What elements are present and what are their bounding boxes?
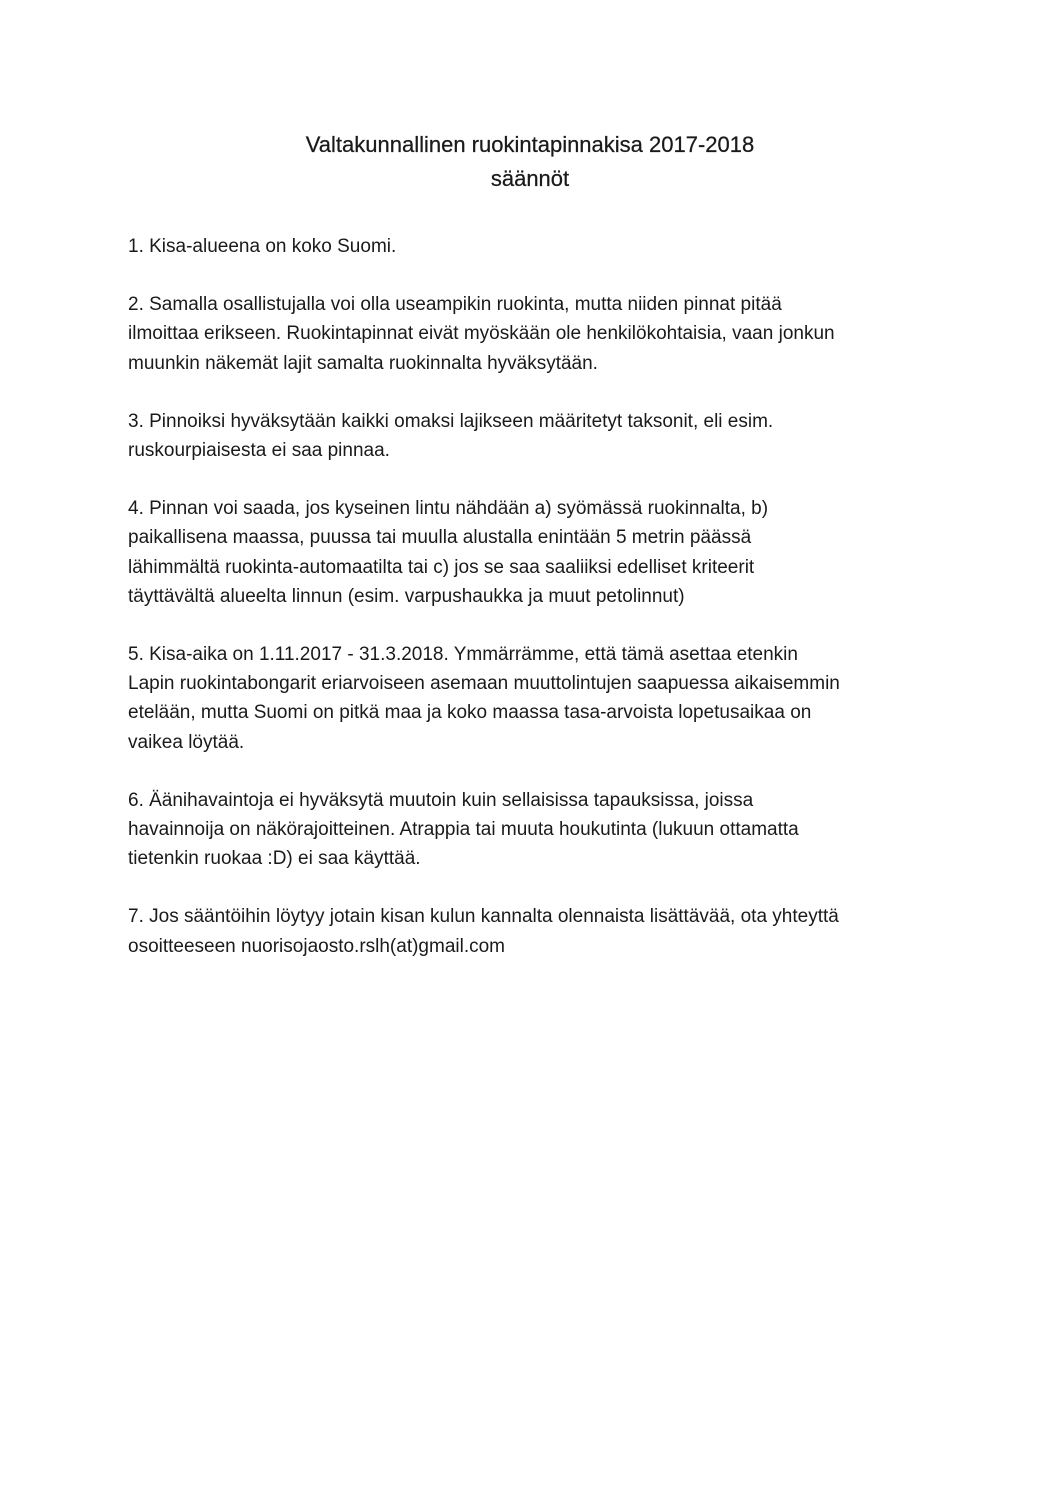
rule-line: etelään, mutta Suomi on pitkä maa ja koko maassa tasa-arvoista lopetusaikaa on: [128, 702, 812, 724]
rule-line: 1. Kisa-alueena on koko Suomi.: [128, 236, 397, 257]
rule-line: ruskourpiaisesta ei saa pinnaa.: [128, 440, 390, 462]
rule-line: paikallisena maassa, puussa tai muulla alustalla enintään 5 metrin päässä: [128, 527, 752, 549]
rule-3: [128, 407, 958, 465]
rule-5: [128, 640, 958, 757]
rule-4: [128, 494, 958, 611]
document-title: [0, 128, 1060, 196]
rule-7: [128, 902, 958, 960]
rule-line: vaikea löytää.: [128, 731, 245, 753]
rule-line: 6. Äänihavaintoja ei hyväksytä muutoin kuin sellaisissa tapauksissa, joissa: [128, 789, 754, 811]
rules-list: [128, 232, 958, 990]
rule-1: [128, 232, 958, 261]
rule-line: täyttävältä alueelta linnun (esim. varpushaukka ja muut petolinnut): [128, 585, 685, 607]
rule-line: havainnoija on näkörajoitteinen. Atrappia tai muuta houkutinta (lukuun ottamatta: [128, 819, 799, 841]
title-line-main: Valtakunnallinen ruokintapinnakisa 2017-2018: [305, 132, 755, 157]
rule-6: [128, 786, 958, 874]
rule-line: Lapin ruokintabongarit eriarvoiseen asemaan muuttolintujen saapuessa aikaisemmin: [128, 673, 840, 695]
rule-line: 3. Pinnoiksi hyväksytään kaikki omaksi lajikseen määritetyt taksonit, eli esim.: [128, 410, 774, 432]
rule-2: [128, 290, 958, 378]
rule-line: osoitteeseen nuorisojaosto.rslh(at)gmail.com: [128, 935, 506, 957]
title-line-subtitle: säännöt: [490, 166, 570, 191]
rule-line: 5. Kisa-aika on 1.11.2017 - 31.3.2018. Ymmärrämme, että tämä asettaa etenkin: [128, 644, 798, 666]
rule-line: 7. Jos sääntöihin löytyy jotain kisan kulun kannalta olennaista lisättävää, ota yhteyttä: [128, 906, 839, 928]
rule-line: 2. Samalla osallistujalla voi olla useampikin ruokinta, mutta niiden pinnat pitää: [128, 294, 782, 316]
rule-line: tietenkin ruokaa :D) ei saa käyttää.: [128, 848, 421, 870]
rule-line: lähimmältä ruokinta-automaatilta tai c) jos se saa saaliiksi edelliset kriteerit: [128, 556, 755, 578]
rule-line: muunkin näkemät lajit samalta ruokinnalta hyväksytään.: [128, 352, 598, 374]
rule-line: ilmoittaa erikseen. Ruokintapinnat eivät myöskään ole henkilökohtaisia, vaan jonkun: [128, 323, 835, 345]
rule-line: 4. Pinnan voi saada, jos kyseinen lintu nähdään a) syömässä ruokinnalta, b): [128, 498, 769, 520]
